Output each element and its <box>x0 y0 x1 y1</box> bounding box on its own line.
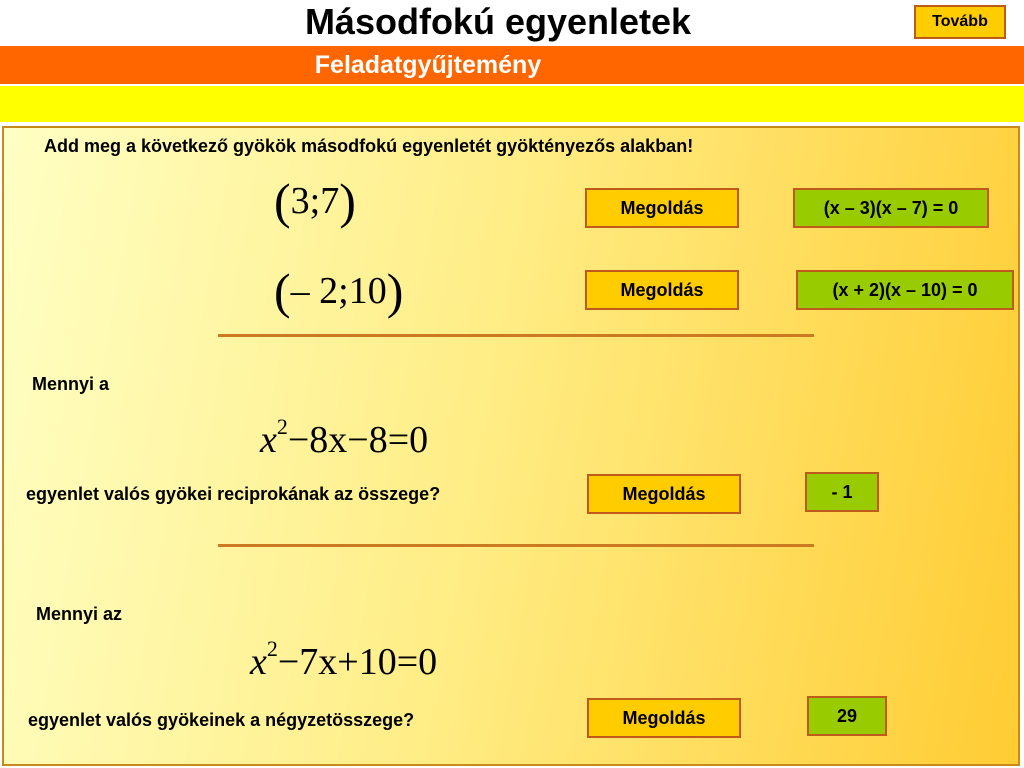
task2-intro: Mennyi a <box>32 374 110 394</box>
roots-2: (– 2;10) <box>274 263 404 319</box>
next-button[interactable]: Tovább <box>914 5 1006 39</box>
equation-2-x: x <box>260 419 277 461</box>
content-panel <box>2 126 1020 766</box>
solution-button-1[interactable]: Megoldás <box>585 188 739 228</box>
subtitle-band <box>0 46 1024 84</box>
task1-instruction: Add meg a következő gyökök másodfokú egyenletét gyöktényezős alakban! <box>44 136 694 156</box>
equation-3-exp: 2 <box>266 636 278 661</box>
answer-1: (x – 3)(x – 7) = 0 <box>793 188 989 228</box>
page-subtitle: Feladatgyűjtemény <box>314 51 542 79</box>
equation-2 <box>260 414 428 462</box>
divider-1 <box>218 334 814 337</box>
divider-2 <box>218 544 814 547</box>
equation-2-exp: 2 <box>276 414 288 439</box>
solution-button-3[interactable]: Megoldás <box>587 474 741 514</box>
page-title: Másodfokú egyenletek <box>304 1 692 42</box>
solution-button-2[interactable]: Megoldás <box>585 270 739 310</box>
task2-question: egyenlet valós gyökei reciprokának az összege? <box>26 484 441 504</box>
roots-1-value: 3;7 <box>290 180 340 222</box>
yellow-band <box>0 86 1024 122</box>
answer-2: (x + 2)(x – 10) = 0 <box>796 270 1014 310</box>
equation-3-x: x <box>250 641 267 683</box>
answer-3: - 1 <box>805 472 879 512</box>
equation-2-rest: −8x−8=0 <box>287 419 429 461</box>
solution-button-4[interactable]: Megoldás <box>587 698 741 738</box>
equation-3 <box>250 636 437 684</box>
task3-question: egyenlet valós gyökeinek a négyzetösszege? <box>28 710 415 730</box>
answer-4: 29 <box>807 696 887 736</box>
roots-2-value: – 2;10 <box>290 270 387 312</box>
equation-3-rest: −7x+10=0 <box>277 641 438 683</box>
roots-1: (3;7) <box>274 173 356 229</box>
task3-intro: Mennyi az <box>36 604 123 624</box>
